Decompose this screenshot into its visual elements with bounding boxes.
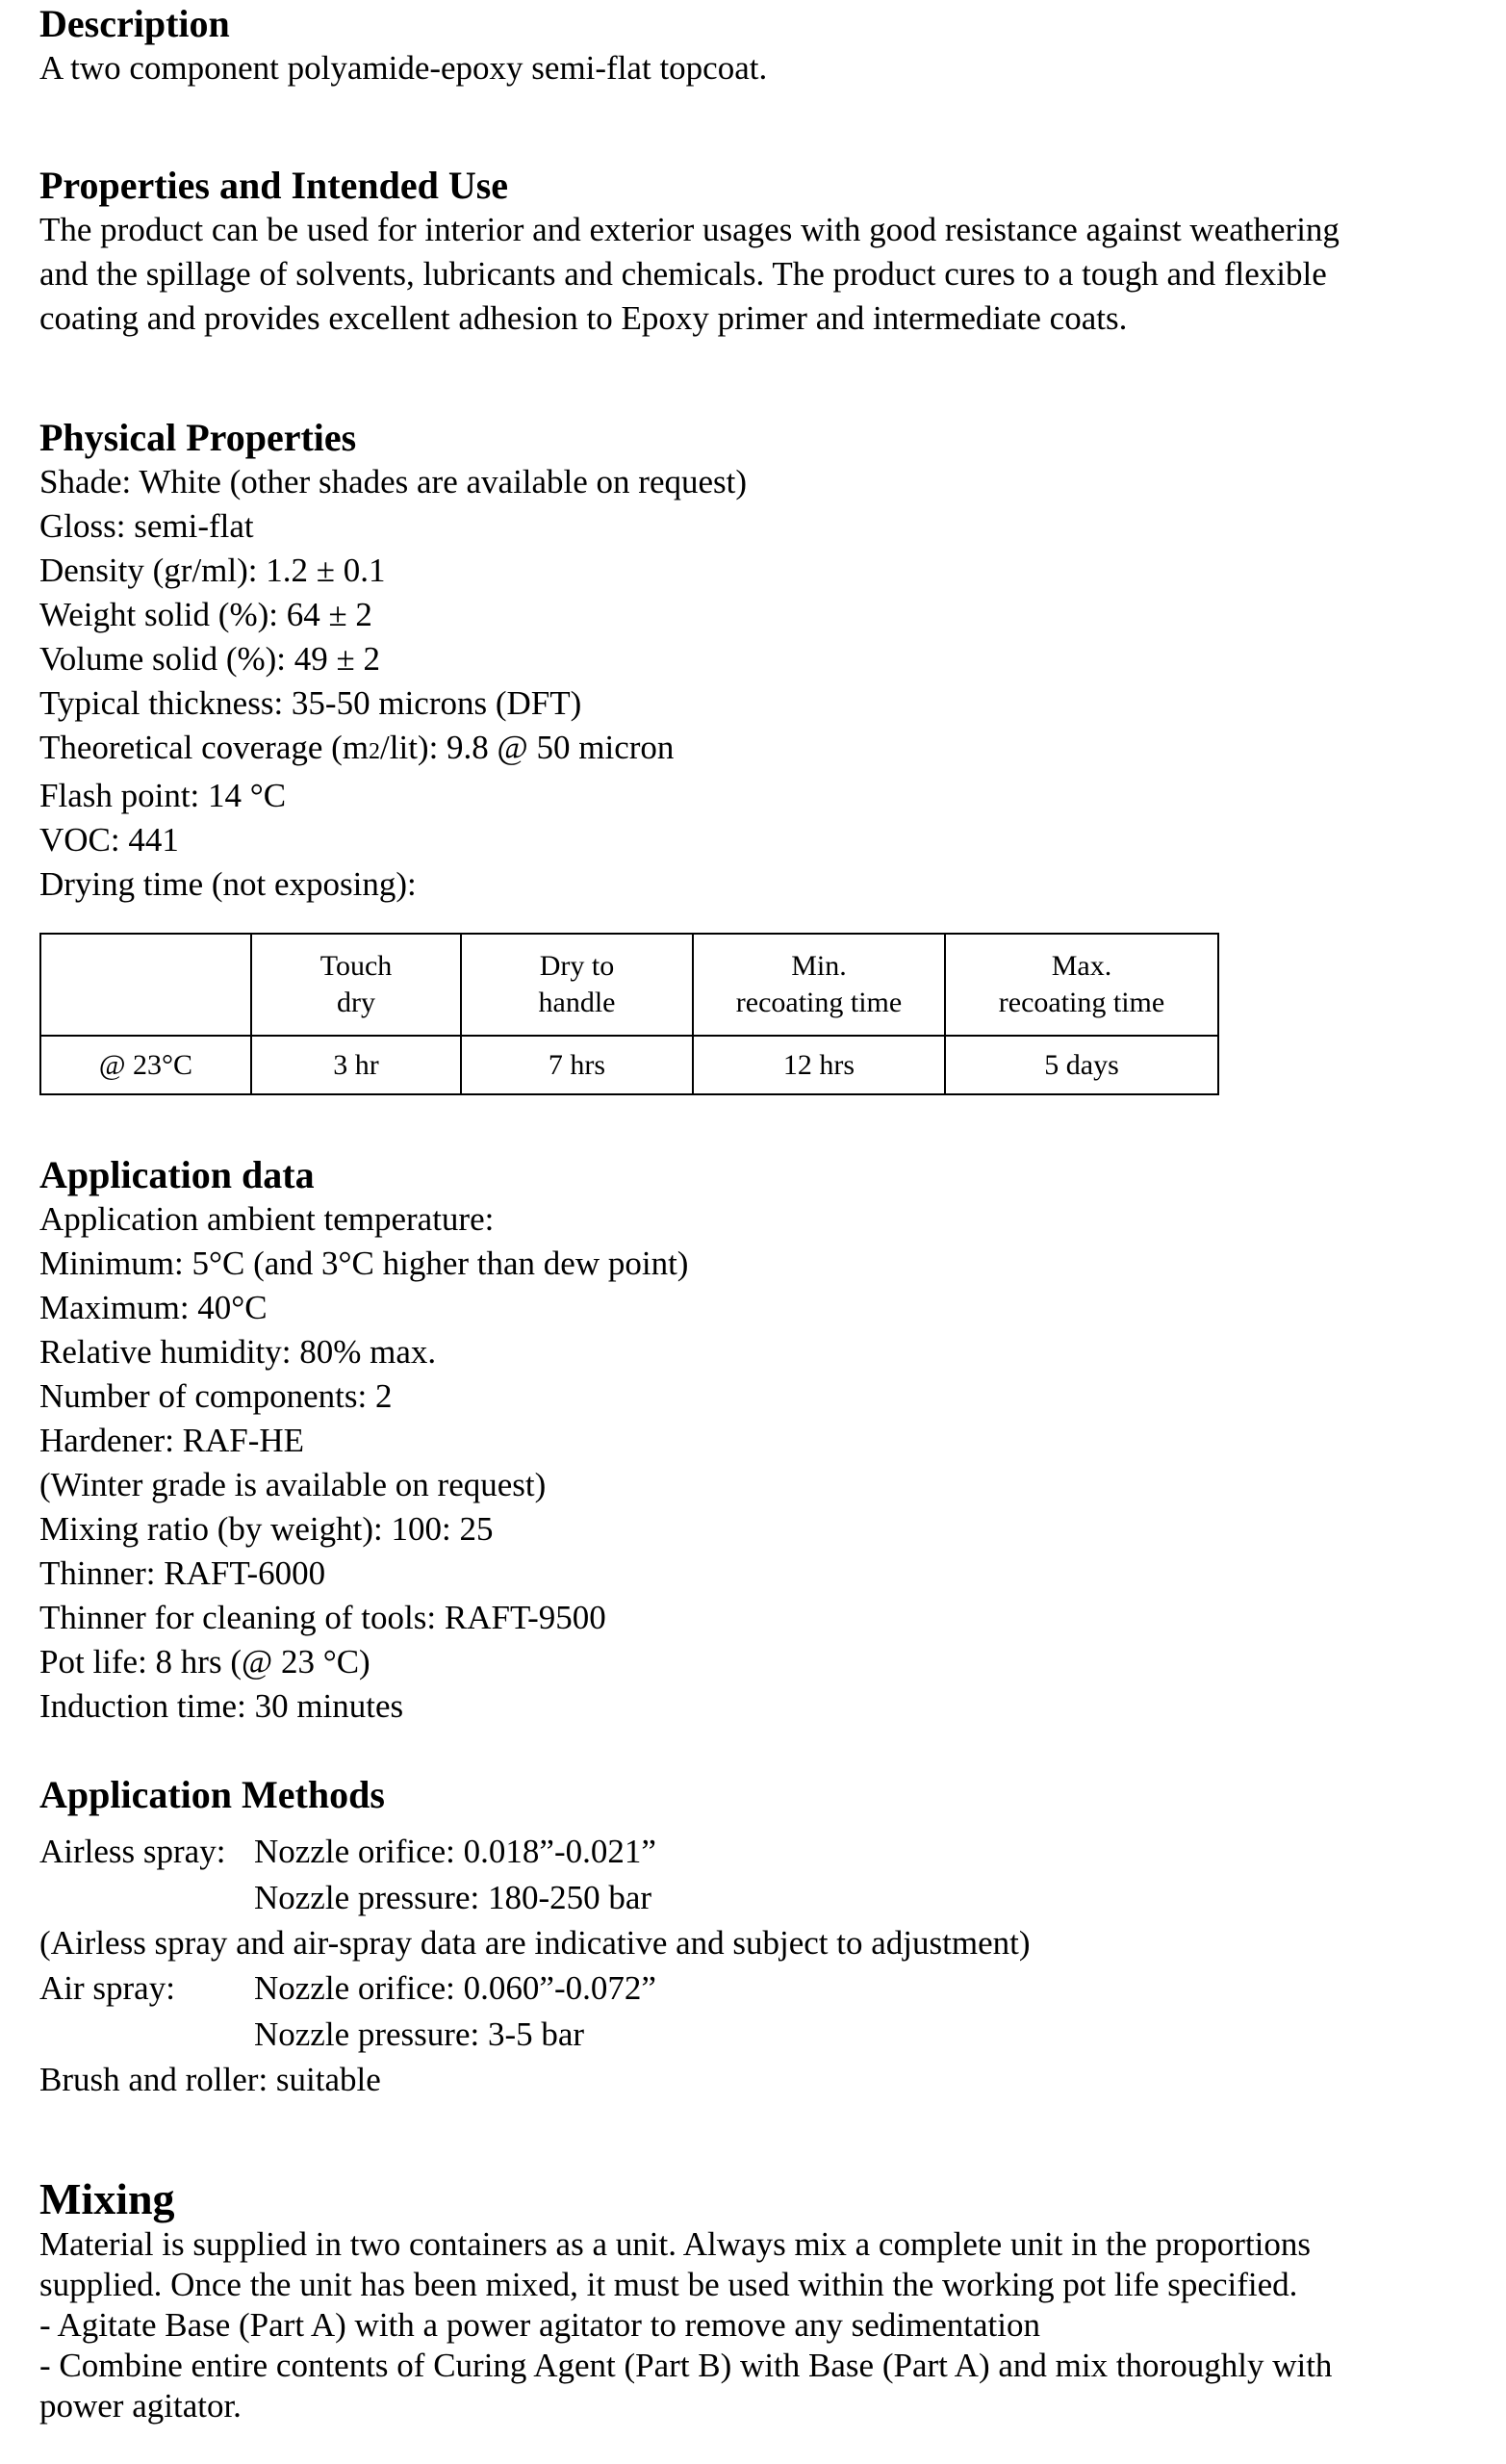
gloss-line: Gloss: semi-flat xyxy=(39,507,254,545)
application-line: Thinner for cleaning of tools: RAFT-9500 xyxy=(39,1599,606,1636)
coverage-line xyxy=(39,726,747,774)
application-line: Maximum: 40°C xyxy=(39,1289,268,1326)
coverage-suffix: /lit): 9.8 @ 50 micron xyxy=(380,729,675,766)
mixing-line: Material is supplied in two containers as a unit. Always mix a complete unit in the proportions xyxy=(39,2225,1312,2263)
mixing-line: power agitator. xyxy=(39,2387,242,2425)
airless-pressure: Nozzle pressure: 180-250 bar xyxy=(254,1879,652,1916)
description-text: A two component polyamide-epoxy semi-flat topcoat. xyxy=(39,49,768,87)
methods-body xyxy=(39,1829,1031,2102)
application-line: Application ambient temperature: xyxy=(39,1200,495,1238)
drying-table-header-cell xyxy=(693,934,945,1036)
application-line: Number of components: 2 xyxy=(39,1377,393,1415)
properties-use-line: coating and provides excellent adhesion to Epoxy primer and intermediate coats. xyxy=(39,299,1128,337)
air-pressure: Nozzle pressure: 3-5 bar xyxy=(254,2015,585,2053)
drying-table-cell: 5 days xyxy=(945,1036,1218,1094)
mixing-section xyxy=(39,2174,1332,2426)
application-data-section xyxy=(39,1153,688,1729)
description-heading: Description xyxy=(39,2,230,45)
application-line: Hardener: RAF-HE xyxy=(39,1422,305,1459)
header-line-2: handle xyxy=(538,987,616,1018)
airless-pressure-row xyxy=(39,1875,1031,1921)
drying-time-line: Drying time (not exposing): xyxy=(39,865,417,903)
drying-table-cell: 12 hrs xyxy=(693,1036,945,1094)
air-orifice: Nozzle orifice: 0.060”-0.072” xyxy=(254,1969,656,2007)
coverage-prefix: Theoretical coverage (m xyxy=(39,729,370,766)
properties-use-line: and the spillage of solvents, lubricants and chemicals. The product cures to a tough and flexible xyxy=(39,255,1327,293)
application-line: Minimum: 5°C (and 3°C higher than dew point) xyxy=(39,1245,689,1282)
air-label: Air spray: xyxy=(39,1969,175,2007)
airless-orifice: Nozzle orifice: 0.018”-0.021” xyxy=(254,1833,656,1870)
header-line-1: Min. xyxy=(791,950,847,982)
application-methods-section xyxy=(39,1773,1031,2102)
coverage-subscript: 2 xyxy=(369,739,381,764)
header-line-2: dry xyxy=(337,987,375,1018)
application-line: Mixing ratio (by weight): 100: 25 xyxy=(39,1510,494,1548)
volume-solid-line: Volume solid (%): 49 ± 2 xyxy=(39,640,380,678)
properties-use-line: The product can be used for interior and exterior usages with good resistance against weathering xyxy=(39,211,1340,248)
header-line-1: Touch xyxy=(319,950,393,982)
weight-solid-line: Weight solid (%): 64 ± 2 xyxy=(39,596,372,633)
drying-table-cell: 7 hrs xyxy=(461,1036,693,1094)
properties-use-heading: Properties and Intended Use xyxy=(39,164,509,207)
brush-roller-line: Brush and roller: suitable xyxy=(39,2061,381,2098)
application-line: (Winter grade is available on request) xyxy=(39,1466,547,1503)
application-line: Relative humidity: 80% max. xyxy=(39,1333,437,1371)
drying-table-value-row xyxy=(40,1036,1218,1094)
properties-use-section xyxy=(39,164,1340,341)
thickness-line: Typical thickness: 35-50 microns (DFT) xyxy=(39,684,582,722)
physical-properties-heading: Physical Properties xyxy=(39,416,357,459)
voc-line: VOC: 441 xyxy=(39,821,179,859)
shade-line: Shade: White (other shades are available on request) xyxy=(39,463,748,500)
drying-table-corner-cell xyxy=(40,934,251,1036)
header-line-2: recoating time xyxy=(735,987,903,1018)
drying-table-cell: 3 hr xyxy=(251,1036,461,1094)
mixing-heading: Mixing xyxy=(39,2174,175,2223)
header-line-2: recoating time xyxy=(998,987,1165,1018)
air-pressure-row xyxy=(39,2012,1031,2058)
airless-label: Airless spray: xyxy=(39,1833,226,1870)
mixing-line: - Agitate Base (Part A) with a power agitator to remove any sedimentation xyxy=(39,2306,1040,2344)
application-line: Thinner: RAFT-6000 xyxy=(39,1554,326,1592)
mixing-line: - Combine entire contents of Curing Agent (Part B) with Base (Part A) and mix thoroughly with xyxy=(39,2347,1333,2384)
density-line: Density (gr/ml): 1.2 ± 0.1 xyxy=(39,552,386,589)
drying-table-header-cell xyxy=(251,934,461,1036)
mixing-line: supplied. Once the unit has been mixed, it must be used within the working pot life specified. xyxy=(39,2266,1298,2303)
application-line: Pot life: 8 hrs (@ 23 °C) xyxy=(39,1643,370,1681)
header-line-1: Dry to xyxy=(539,950,615,982)
drying-table-header-cell xyxy=(461,934,693,1036)
flash-point-line: Flash point: 14 °C xyxy=(39,777,287,814)
application-methods-heading: Application Methods xyxy=(39,1773,385,1816)
application-line: Induction time: 30 minutes xyxy=(39,1687,404,1725)
header-line-1: Max. xyxy=(1051,950,1112,982)
drying-table-header-cell xyxy=(945,934,1218,1036)
physical-properties-section xyxy=(39,416,747,907)
drying-table-row-label: @ 23°C xyxy=(40,1036,251,1094)
description-section xyxy=(39,2,767,90)
drying-table-header-row xyxy=(40,934,1218,1036)
drying-time-table xyxy=(39,933,1219,1095)
airless-orifice-row xyxy=(39,1829,1031,1875)
air-orifice-row xyxy=(39,1965,1031,2012)
methods-note: (Airless spray and air-spray data are indicative and subject to adjustment) xyxy=(39,1924,1031,1962)
application-data-heading: Application data xyxy=(39,1153,315,1196)
